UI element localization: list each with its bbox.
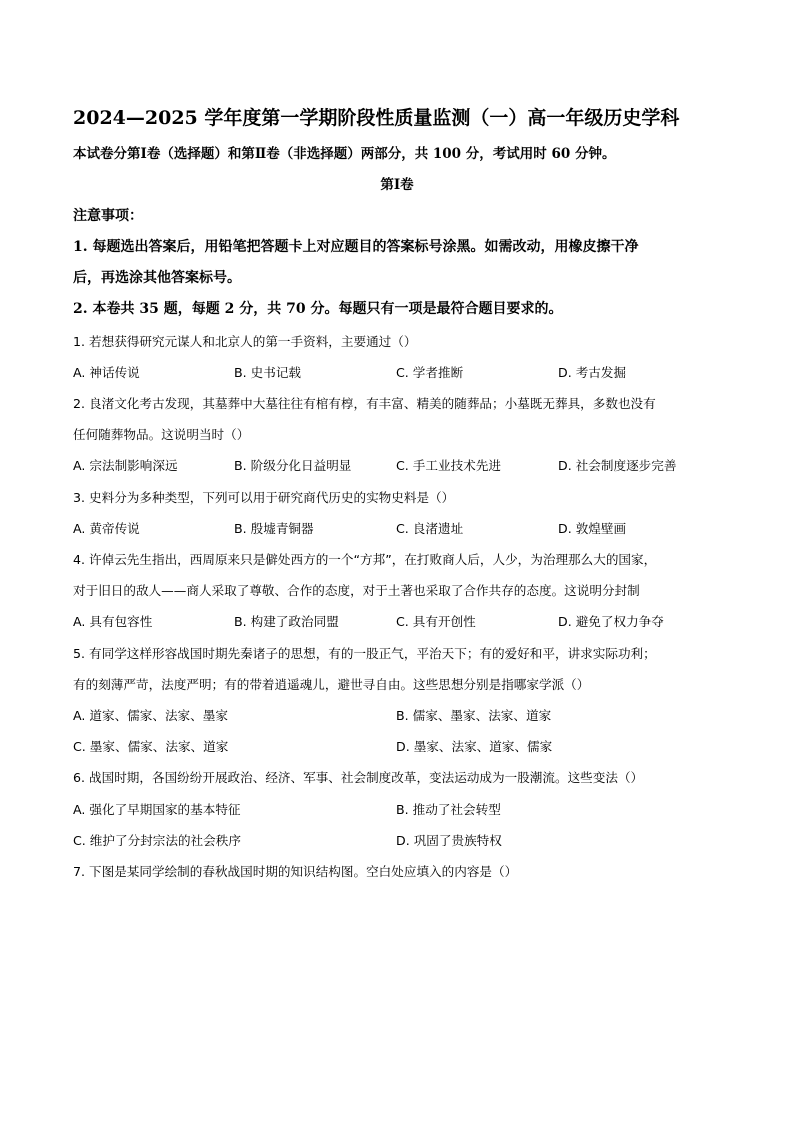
question-4-stem-line-2: 对于旧日的敌人——商人采取了尊敬、合作的态度，对于土著也采取了合作共存的态度。这说明分封制 [73, 583, 640, 598]
question-1-option-c: C. 学者推断 [396, 365, 464, 380]
question-5-option-b: B. 儒家、墨家、法家、道家 [396, 708, 552, 723]
question-2-option-c: C. 手工业技术先进 [396, 458, 501, 473]
exam-subtitle: 本试卷分第Ⅰ卷（选择题）和第Ⅱ卷（非选择题）两部分，共 100 分，考试用时 60 分钟。 [73, 146, 616, 162]
question-3-option-c: C. 良渚遗址 [396, 521, 464, 536]
question-5-stem-line-1: 5. 有同学这样形容战国时期先秦诸子的思想，有的一股正气，平治天下；有的爱好和平，讲求实际功利； [73, 646, 656, 661]
question-3-option-d: D. 敦煌壁画 [558, 521, 627, 536]
notes-item-1-line-1: 1. 每题选出答案后，用铅笔把答题卡上对应题目的答案标号涂黑。如需改动，用橡皮擦干净 [73, 239, 639, 255]
question-4-option-a: A. 具有包容性 [73, 614, 153, 629]
notes-item-1-line-2: 后，再选涂其他答案标号。 [73, 270, 241, 286]
question-3-option-a: A. 黄帝传说 [73, 521, 140, 536]
question-5-stem-line-2: 有的刻薄严苛，法度严明；有的带着逍遥魂儿，避世寻自由。这些思想分别是指哪家学派（） [73, 677, 590, 692]
question-6-option-d: D. 巩固了贵族特权 [396, 833, 502, 848]
question-2-option-b: B. 阶级分化日益明显 [234, 458, 352, 473]
question-4-option-c: C. 具有开创性 [396, 614, 476, 629]
notes-heading: 注意事项： [73, 208, 143, 224]
question-1-option-b: B. 史书记载 [234, 365, 302, 380]
question-5-option-d: D. 墨家、法家、道家、儒家 [396, 739, 553, 754]
question-6-option-a: A. 强化了早期国家的基本特征 [73, 802, 241, 817]
question-6-option-c: C. 维护了分封宗法的社会秩序 [73, 833, 241, 848]
exam-title: 2024—2025 学年度第一学期阶段性质量监测（一）高一年级历史学科 [73, 107, 680, 129]
question-1-option-d: D. 考古发掘 [558, 365, 627, 380]
question-4-option-b: B. 构建了政治同盟 [234, 614, 339, 629]
notes-item-2: 2. 本卷共 35 题，每题 2 分，共 70 分。每题只有一项是最符合题目要求的。 [73, 301, 563, 317]
question-3-stem: 3. 史料分为多种类型，下列可以用于研究商代历史的实物史料是（） [73, 490, 455, 505]
question-2-option-d: D. 社会制度逐步完善 [558, 458, 677, 473]
question-2-option-a: A. 宗法制影响深远 [73, 458, 178, 473]
question-5-option-a: A. 道家、儒家、法家、墨家 [73, 708, 228, 723]
question-4-option-d: D. 避免了权力争夺 [558, 614, 664, 629]
question-3-option-b: B. 殷墟青铜器 [234, 521, 314, 536]
question-2-stem-line-2: 任何随葬物品。这说明当时（） [73, 427, 250, 442]
question-7-stem: 7. 下图是某同学绘制的春秋战国时期的知识结构图。空白处应填入的内容是（） [73, 864, 518, 879]
section-heading: 第Ⅰ卷 [380, 177, 414, 193]
question-5-option-c: C. 墨家、儒家、法家、道家 [73, 739, 229, 754]
question-1-stem: 1. 若想获得研究元谋人和北京人的第一手资料，主要通过（） [73, 334, 417, 349]
question-6-stem: 6. 战国时期，各国纷纷开展政治、经济、军事、社会制度改革，变法运动成为一股潮流。这些变法（） [73, 770, 644, 785]
question-6-option-b: B. 推动了社会转型 [396, 802, 501, 817]
question-2-stem-line-1: 2. 良渚文化考古发现，其墓葬中大墓往往有棺有椁，有丰富、精美的随葬品；小墓既无葬具，多数也没有 [73, 396, 656, 411]
question-1-option-a: A. 神话传说 [73, 365, 140, 380]
question-4-stem-line-1: 4. 许倬云先生指出，西周原来只是僻处西方的一个“方邦”，在打败商人后，人少，为治理那么大的国家， [73, 552, 657, 567]
